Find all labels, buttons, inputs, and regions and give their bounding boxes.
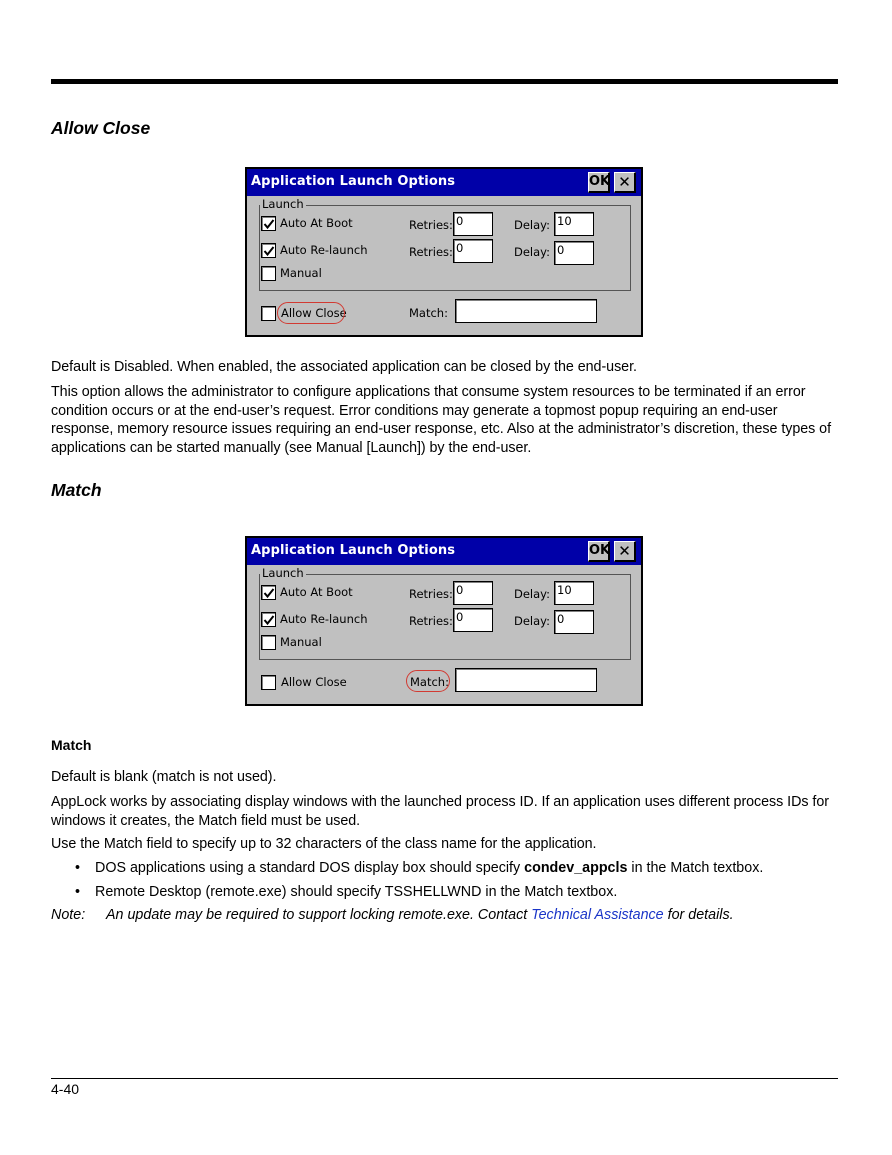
dialog-title: Application Launch Options <box>251 543 456 558</box>
auto-at-boot-label: Auto At Boot <box>280 216 353 230</box>
allow-close-highlight <box>277 302 345 324</box>
delay-field[interactable]: 10 <box>554 581 594 605</box>
page-number: 4-40 <box>51 1081 80 1097</box>
retries-label: Retries: <box>409 614 453 628</box>
match-field[interactable] <box>455 668 597 692</box>
match-highlight <box>406 670 450 692</box>
dialog-titlebar <box>247 169 641 196</box>
delay-label: Delay: <box>514 614 551 628</box>
bullet-text: in the Match textbox. <box>627 860 764 876</box>
close-button[interactable] <box>614 172 636 193</box>
ok-button[interactable]: OK <box>588 541 610 562</box>
note <box>51 907 734 923</box>
retries-field[interactable]: 0 <box>453 212 493 236</box>
auto-at-boot-label: Auto At Boot <box>280 585 353 599</box>
section-heading-match: Match <box>51 480 102 500</box>
list-item <box>76 859 763 877</box>
delay-label: Delay: <box>514 245 551 259</box>
manual-label: Manual <box>280 266 322 280</box>
note-text: An update may be required to support locking remote.exe. Contact <box>106 907 532 923</box>
delay-field[interactable]: 0 <box>554 241 594 265</box>
retries-field[interactable]: 0 <box>453 581 493 605</box>
checkmark-icon <box>263 245 275 257</box>
ok-button[interactable]: OK <box>588 172 610 193</box>
match-description: AppLock works by associating display windows with the launched process ID. If an application uses different process IDs for windows it creates, the Match field must be used. <box>51 794 829 829</box>
match-label: Match: <box>409 306 448 320</box>
delay-field[interactable]: 10 <box>554 212 594 236</box>
retries-field[interactable]: 0 <box>453 608 493 632</box>
dialog-match <box>245 536 643 706</box>
auto-relaunch-checkbox[interactable] <box>261 243 276 258</box>
checkmark-icon <box>263 218 275 230</box>
match-field[interactable] <box>455 299 597 323</box>
checkmark-icon <box>263 587 275 599</box>
bullet-bold-text: condev_appcls <box>524 860 628 876</box>
allow-close-label: Allow Close <box>281 306 347 320</box>
auto-relaunch-label: Auto Re-launch <box>280 243 368 257</box>
manual-checkbox[interactable] <box>261 635 276 650</box>
technical-assistance-link[interactable]: Technical Assistance <box>531 907 664 923</box>
retries-label: Retries: <box>409 587 453 601</box>
match-usage-text: Use the Match field to specify up to 32 characters of the class name for the application. <box>51 836 597 852</box>
launch-group-label: Launch <box>262 566 304 580</box>
bullet-text: DOS applications using a standard DOS display box should specify <box>95 860 525 876</box>
delay-label: Delay: <box>514 587 551 601</box>
list-item <box>76 883 617 901</box>
allow-close-checkbox[interactable] <box>261 675 276 690</box>
bullet-text: Remote Desktop (remote.exe) should specify TSSHELLWND in the Match textbox. <box>95 884 618 900</box>
auto-at-boot-checkbox[interactable] <box>261 216 276 231</box>
bullet-icon: • <box>75 884 81 900</box>
match-subheading: Match <box>51 737 92 753</box>
match-default-text: Default is blank (match is not used). <box>51 769 277 785</box>
close-icon: ✕ <box>618 173 631 191</box>
auto-at-boot-checkbox[interactable] <box>261 585 276 600</box>
allow-close-label: Allow Close <box>281 675 347 689</box>
checkmark-icon <box>263 614 275 626</box>
auto-relaunch-label: Auto Re-launch <box>280 612 368 626</box>
bullet-icon: • <box>75 860 81 876</box>
delay-label: Delay: <box>514 218 551 232</box>
dialog-title: Application Launch Options <box>251 174 456 189</box>
match-label: Match: <box>410 675 449 689</box>
close-button[interactable] <box>614 541 636 562</box>
manual-label: Manual <box>280 635 322 649</box>
note-text-end: for details. <box>663 907 734 923</box>
retries-label: Retries: <box>409 218 453 232</box>
launch-group-label: Launch <box>262 197 304 211</box>
close-icon: ✕ <box>618 542 631 560</box>
allow-close-checkbox[interactable] <box>261 306 276 321</box>
dialog-allow-close <box>245 167 643 337</box>
header-rule <box>51 79 838 84</box>
retries-label: Retries: <box>409 245 453 259</box>
footer-rule <box>51 1078 838 1079</box>
dialog-titlebar <box>247 538 641 565</box>
retries-field[interactable]: 0 <box>453 239 493 263</box>
section-heading-allow-close: Allow Close <box>51 118 151 138</box>
delay-field[interactable]: 0 <box>554 610 594 634</box>
auto-relaunch-checkbox[interactable] <box>261 612 276 627</box>
manual-checkbox[interactable] <box>261 266 276 281</box>
note-label: Note: <box>51 907 86 923</box>
allow-close-description: This option allows the administrator to configure applications that consume system resources to be terminated if an error condition occurs or at the end-user’s request. Error conditions may generate a topmost popup requiring an end-user response, memory resource issues requiring an end-user response, etc. Also at the administrator’s discretion, these types of applications can be started manually (see Manual [Launch]) by the end-user. <box>51 384 831 456</box>
allow-close-default-text: Default is Disabled. When enabled, the associated application can be closed by the end-user. <box>51 359 637 375</box>
